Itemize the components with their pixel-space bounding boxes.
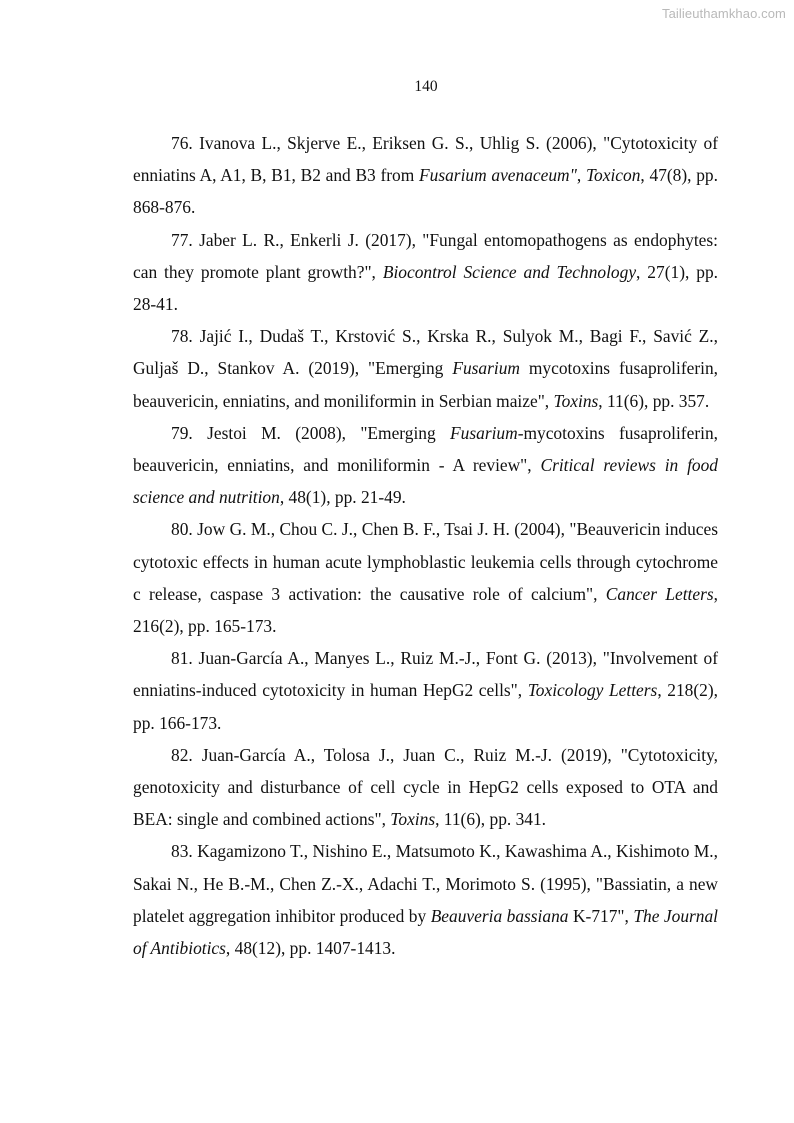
reference-segment: Jajić I., Dudaš T., Krstović S., Krska R., Sulyok M., Bagi F., Savić Z., Guljaš D., Stankov A. (2019), "Emerging xyxy=(133,326,718,379)
reference-segment: Jow G. M., Chou C. J., Chen B. F., Tsai J. H. (2004), "Beauvericin induces cytotoxic effects in human acute lymphoblastic leukemia cells through cytochrome c release, caspase 3 activation: the causative role of calcium", xyxy=(133,519,718,604)
reference-text xyxy=(133,423,718,507)
watermark-text: Tailieuthamkhao.com xyxy=(661,6,786,21)
reference-text xyxy=(133,648,718,732)
reference-segment: mycotoxins fusaproliferin, beauvericin, enniatins, and moniliformin in Serbian maize", xyxy=(133,358,718,411)
reference-segment: , 11(6), pp. 341. xyxy=(435,809,547,830)
reference-italic-segment: The Journal of Antibiotics xyxy=(133,905,719,959)
reference-italic-segment: Fusarium xyxy=(450,422,518,443)
reference-item xyxy=(133,835,718,964)
reference-segment: , 47(8), pp. 868-876. xyxy=(133,165,718,218)
reference-text xyxy=(133,519,718,636)
reference-segment: , 48(1), pp. 21-49. xyxy=(279,487,406,508)
reference-item xyxy=(133,739,718,836)
reference-text xyxy=(133,326,718,410)
reference-text xyxy=(133,841,718,958)
reference-item xyxy=(133,224,718,321)
reference-segment: , xyxy=(576,165,586,186)
reference-item xyxy=(133,513,718,642)
reference-segment: -mycotoxins fusaproliferin, beauvericin, enniatins, and moniliformin - A review", xyxy=(133,422,718,476)
reference-text xyxy=(133,230,718,314)
reference-segment: , 27(1), pp. 28-41. xyxy=(133,261,718,315)
reference-number: 82. xyxy=(171,744,193,765)
reference-number: 81. xyxy=(171,648,193,669)
reference-italic-segment: Cancer Letters xyxy=(605,583,714,604)
reference-number: 76. xyxy=(171,133,193,153)
reference-number: 83. xyxy=(171,841,193,862)
reference-italic-segment: Beauveria bassiana xyxy=(430,905,569,926)
reference-segment: Kagamizono T., Nishino E., Matsumoto K., Kawashima A., Kishimoto M., Sakai N., He B.-M., Chen Z.-X., Adachi T., Morimoto S. (1995), "Bassiatin, a new platelet aggregation inhibitor produced by xyxy=(133,841,718,926)
reference-italic-segment: Toxins xyxy=(553,390,599,411)
reference-text xyxy=(133,745,718,829)
reference-segment: Ivanova L., Skjerve E., Eriksen G. S., Uhlig S. (2006), "Cytotoxicity of enniatins A, A1, B, B1, B2 and B3 from xyxy=(133,133,718,186)
reference-number: 79. xyxy=(171,422,193,443)
reference-item xyxy=(133,320,718,417)
reference-italic-segment: Critical reviews in food science and nutrition xyxy=(133,455,718,508)
reference-list xyxy=(133,127,718,964)
reference-number: 80. xyxy=(171,519,193,540)
reference-italic-segment: Fusarium avenaceum" xyxy=(419,165,577,186)
reference-segment: Juan-García A., Tolosa J., Juan C., Ruiz M.-J. (2019), "Cytotoxicity, genotoxicity and disturbance of cell cycle in HepG2 cells exposed to OTA and BEA: single and combined actions", xyxy=(133,744,718,830)
reference-segment: Jaber L. R., Enkerli J. (2017), "Fungal entomopathogens as endophytes: can they promote plant growth?", xyxy=(133,229,718,282)
reference-text xyxy=(133,133,718,217)
reference-segment: , 216(2), pp. 165-173. xyxy=(133,583,718,637)
reference-item xyxy=(133,417,718,514)
reference-number: 78. xyxy=(171,326,193,347)
reference-segment: , 218(2), pp. 166-173. xyxy=(133,680,718,733)
reference-item xyxy=(133,642,718,739)
reference-segment: , 48(12), pp. 1407-1413. xyxy=(225,938,396,959)
reference-number: 77. xyxy=(171,229,193,250)
page-number: 140 xyxy=(414,78,438,95)
reference-segment: , 11(6), pp. 357. xyxy=(598,390,710,411)
reference-italic-segment: Toxicon xyxy=(585,165,641,186)
reference-segment: Jestoi M. (2008), "Emerging xyxy=(207,422,451,443)
reference-italic-segment: Fusarium xyxy=(452,358,520,379)
reference-segment: K-717", xyxy=(568,905,634,926)
reference-italic-segment: Toxicology Letters xyxy=(527,680,658,701)
reference-italic-segment: Biocontrol Science and Technology xyxy=(382,261,637,282)
reference-item xyxy=(133,127,718,224)
reference-segment: Juan-García A., Manyes L., Ruiz M.-J., Font G. (2013), "Involvement of enniatins-induced cytotoxicity in human HepG2 cells", xyxy=(133,648,718,701)
reference-italic-segment: Toxins xyxy=(390,809,436,830)
